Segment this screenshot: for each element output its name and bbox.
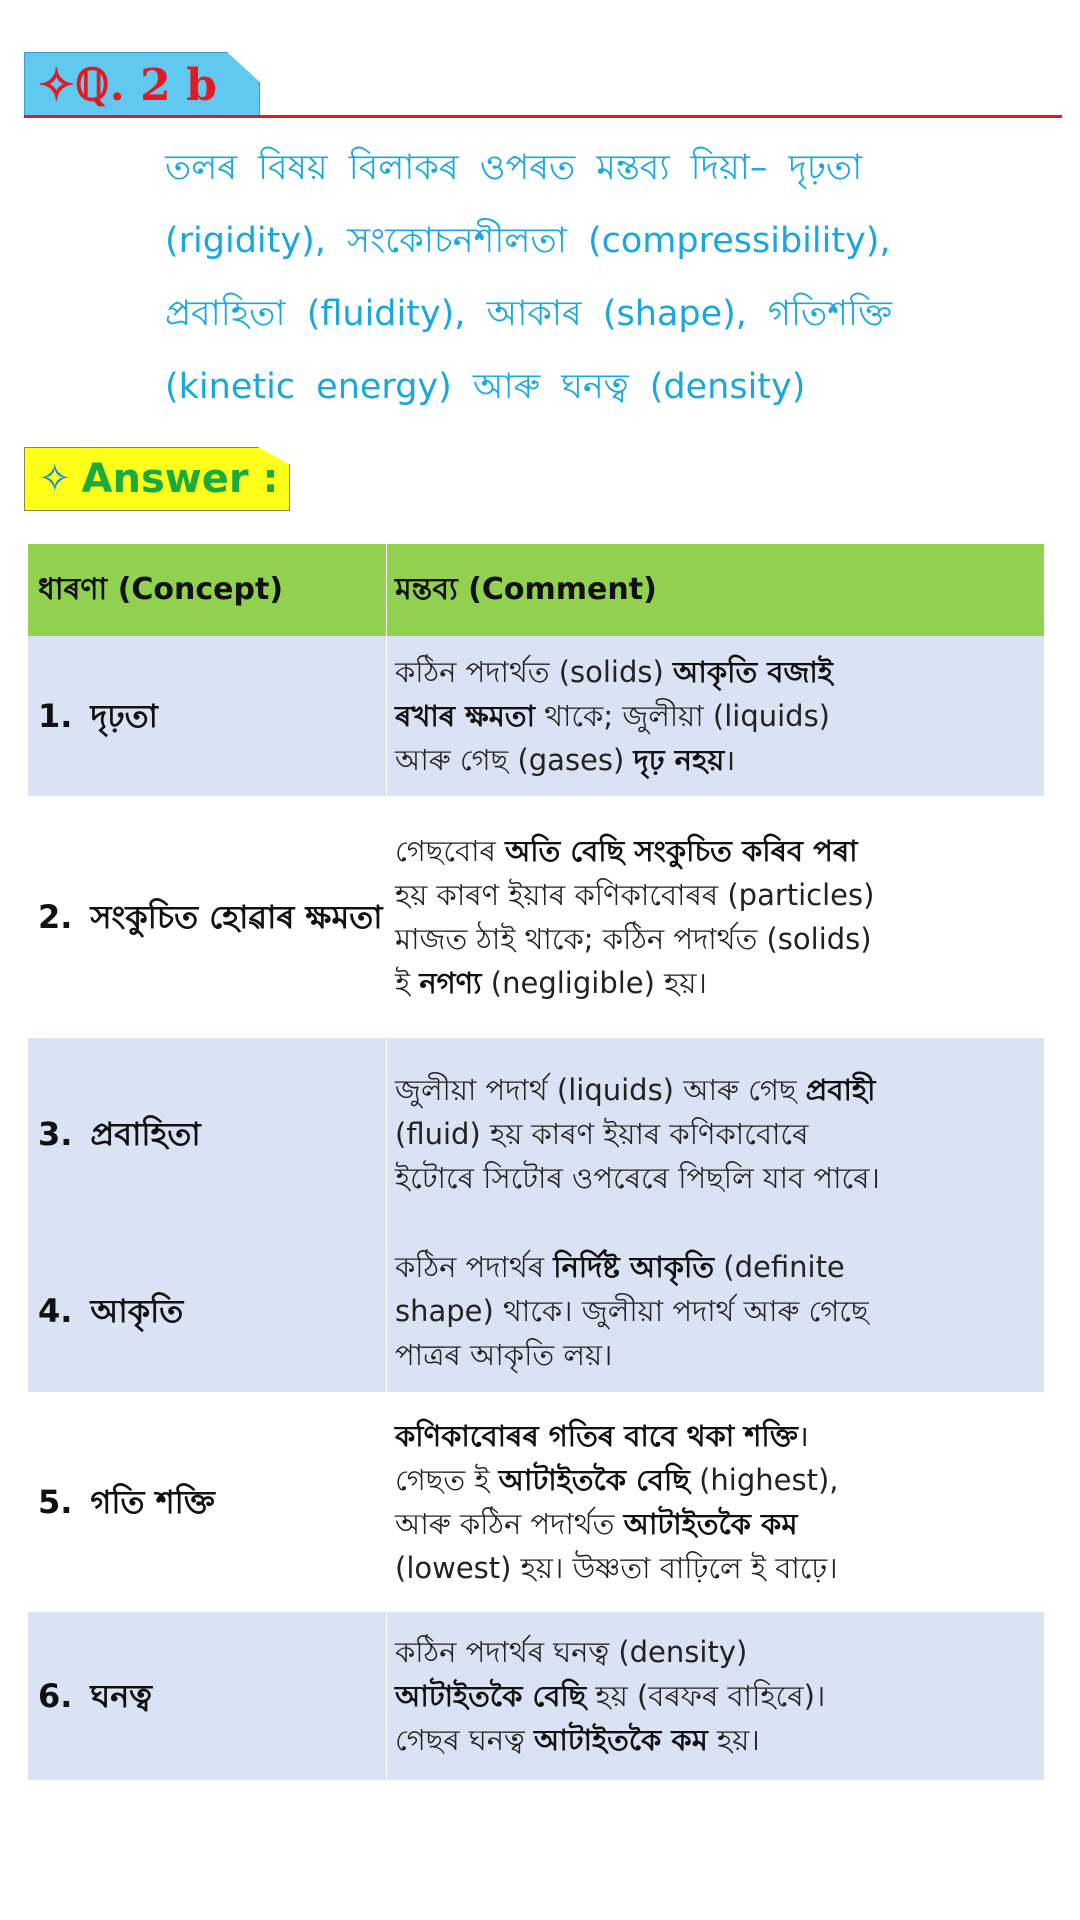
- row-number: 6.: [38, 1677, 73, 1715]
- answer-label: Answer :: [81, 456, 279, 502]
- concept-cell: [28, 636, 386, 796]
- concept-cell: [28, 1612, 386, 1780]
- answer-heading: [38, 452, 279, 506]
- comment-line: [395, 961, 1044, 1005]
- table-row: [28, 1392, 1044, 1612]
- table-row: [28, 1038, 1044, 1230]
- question-line: তলৰ বিষয় বিলাকৰ ওপৰত মন্তব্য দিয়া– দৃঢ়তা: [165, 148, 863, 188]
- comment-cell: [386, 1038, 1044, 1230]
- comment-text: (highest),: [689, 1463, 839, 1497]
- comment-text: (lowest) হয়। উষ্ণতা বাঢ়িলে ই বাঢ়ে।: [395, 1551, 838, 1585]
- concept-text: [38, 1481, 215, 1523]
- sparkle-icon: ✧: [38, 456, 72, 502]
- comment-emphasis: কণিকাবোৰৰ গতিৰ বাবে থকা শক্তি: [395, 1419, 798, 1453]
- concept-label: সংকুচিত হোৱাৰ ক্ষমতা: [90, 898, 383, 936]
- concept-text: [38, 1113, 201, 1155]
- comment-line: [395, 1630, 1044, 1674]
- row-number: 1.: [38, 697, 73, 735]
- concept-text: [38, 896, 383, 938]
- comment-text: হয়।: [707, 1723, 760, 1757]
- comment-line: [395, 873, 1044, 917]
- comment-text: গেছৰ ঘনত্ব: [395, 1723, 534, 1757]
- comment-text: ই: [395, 966, 420, 1000]
- table-row: [28, 1612, 1044, 1780]
- comment-line: [395, 1502, 1044, 1546]
- concept-label: আকৃতি: [90, 1292, 184, 1330]
- comment-emphasis: প্ৰবাহী: [805, 1073, 876, 1107]
- concept-cell: [28, 1392, 386, 1612]
- table-row: [28, 796, 1044, 1038]
- comment-line: [395, 1546, 1044, 1590]
- header-concept: ধাৰণা (Concept): [38, 572, 284, 607]
- concept-text: [38, 1290, 183, 1332]
- row-number: 4.: [38, 1292, 73, 1330]
- comment-text: কঠিন পদাৰ্থৰ ঘনত্ব (density): [395, 1635, 748, 1669]
- comment-emphasis: আকৃতি বজাই: [673, 655, 833, 689]
- question-text: [165, 132, 985, 424]
- comment-text: (fluid) হয় কাৰণ ইয়াৰ কণিকাবোৰে: [395, 1117, 809, 1151]
- comment-text: মাজত ঠাই থাকে; কঠিন পদাৰ্থত (solids): [395, 922, 872, 956]
- comment-cell: [386, 1230, 1044, 1392]
- row-number: 2.: [38, 898, 73, 936]
- concept-text: [38, 1675, 152, 1717]
- comment-text: থাকে; জুলীয়া (liquids): [534, 699, 830, 733]
- comment-text: হয় কাৰণ ইয়াৰ কণিকাবোৰৰ (particles): [395, 878, 875, 912]
- comment-emphasis: নগণ্য: [419, 966, 482, 1000]
- comment-line: [395, 650, 1044, 694]
- concept-cell: [28, 796, 386, 1038]
- comment-emphasis: নিৰ্দিষ্ট আকৃতি: [553, 1250, 715, 1284]
- row-number: 3.: [38, 1115, 73, 1153]
- comment-cell: [386, 1612, 1044, 1780]
- question-line: (kinetic energy) আৰু ঘনত্ব (density): [165, 367, 806, 407]
- comment-text: হয় (বৰফৰ বাহিৰে)।: [586, 1679, 826, 1713]
- concept-label: গতি শক্তি: [90, 1483, 215, 1521]
- comment-text: গেছত ই: [395, 1463, 499, 1497]
- comment-text: কঠিন পদাৰ্থত (solids): [395, 655, 674, 689]
- comment-text: পাত্ৰৰ আকৃতি লয়।: [395, 1338, 613, 1372]
- concept-label: দৃঢ়তা: [90, 697, 158, 735]
- row-number: 5.: [38, 1483, 73, 1521]
- concept-label: প্ৰবাহিতা: [90, 1115, 201, 1153]
- header-comment: মন্তব্য (Comment): [386, 544, 1044, 636]
- question-line: প্ৰবাহিতা (fluidity), আকাৰ (shape), গতিশক্তি: [165, 294, 892, 334]
- comment-cell: [386, 636, 1044, 796]
- table-header-row: [28, 544, 1044, 636]
- concept-cell: [28, 1230, 386, 1392]
- concept-label: ঘনত্ব: [90, 1677, 153, 1715]
- comment-emphasis: আটাইতকৈ বেছি: [498, 1463, 690, 1497]
- comment-text: জুলীয়া পদাৰ্থ (liquids) আৰু গেছ: [395, 1073, 806, 1107]
- comment-line: [395, 1068, 1044, 1112]
- question-divider: [24, 115, 1062, 118]
- comment-text: আৰু কঠিন পদাৰ্থত: [395, 1507, 624, 1541]
- comment-line: [395, 1458, 1044, 1502]
- comment-line: [395, 1718, 1044, 1762]
- comment-line: [395, 694, 1044, 738]
- comment-emphasis: আটাইতকৈ কম: [533, 1723, 708, 1757]
- comment-text: shape) থাকে। জুলীয়া পদাৰ্থ আৰু গেছে: [395, 1294, 869, 1328]
- comment-line: [395, 1245, 1044, 1289]
- question-label: ✧ℚ. 2 b: [38, 60, 217, 111]
- comment-text: কঠিন পদাৰ্থৰ: [395, 1250, 554, 1284]
- comment-emphasis: আটাইতকৈ কম: [623, 1507, 798, 1541]
- comment-line: [395, 1333, 1044, 1377]
- table-row: [28, 1230, 1044, 1392]
- comment-line: [395, 829, 1044, 873]
- question-line: (rigidity), সংকোচনশীলতা (compressibility),: [165, 221, 891, 261]
- comment-emphasis: দৃঢ় নহয়: [633, 743, 725, 777]
- comment-line: [395, 1112, 1044, 1156]
- comment-emphasis: ৰখাৰ ক্ষমতা: [395, 699, 535, 733]
- comment-text: আৰু গেছ (gases): [395, 743, 634, 777]
- answer-table: [28, 544, 1044, 1780]
- comment-line: [395, 1289, 1044, 1333]
- comment-cell: [386, 1392, 1044, 1612]
- comment-emphasis: অতি বেছি সংকুচিত কৰিব পৰা: [505, 834, 858, 868]
- comment-line: [395, 738, 1044, 782]
- comment-emphasis: আটাইতকৈ বেছি: [395, 1679, 587, 1713]
- comment-line: [395, 917, 1044, 961]
- concept-cell: [28, 1038, 386, 1230]
- comment-text: ।: [797, 1419, 809, 1453]
- comment-text: গেছবোৰ: [395, 834, 506, 868]
- comment-text: ইটোৰে সিটোৰ ওপৰেৰে পিছলি যাব পাৰে।: [395, 1161, 880, 1195]
- comment-line: [395, 1156, 1044, 1200]
- comment-line: [395, 1414, 1044, 1458]
- concept-text: [38, 695, 158, 737]
- comment-text: (negligible) হয়।: [481, 966, 707, 1000]
- comment-cell: [386, 796, 1044, 1038]
- comment-line: [395, 1674, 1044, 1718]
- comment-text: ।: [724, 743, 736, 777]
- comment-text: (definite: [714, 1250, 845, 1284]
- table-row: [28, 636, 1044, 796]
